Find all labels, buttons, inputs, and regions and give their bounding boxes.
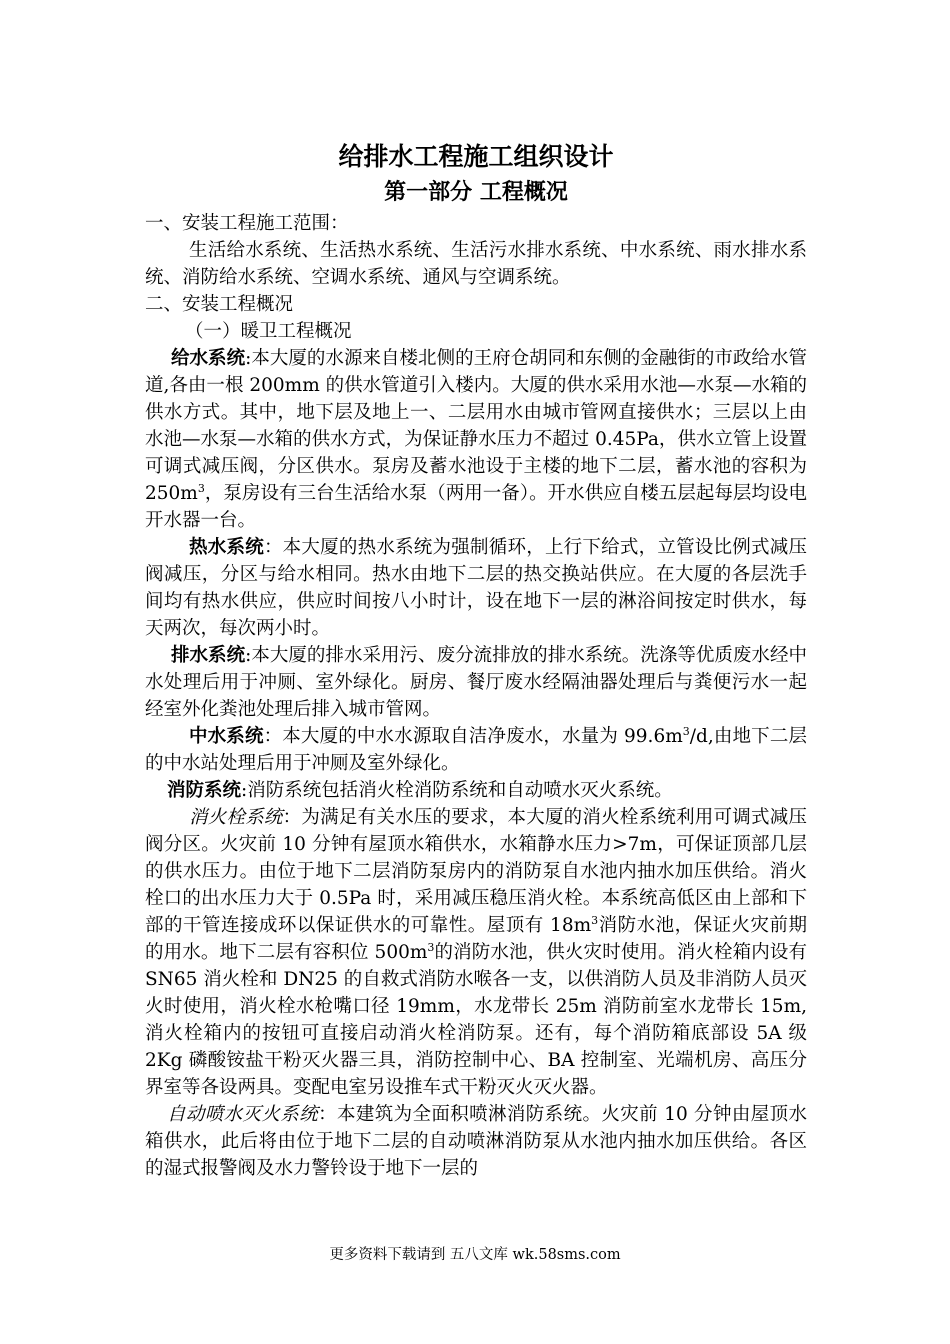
hot-water-text: ：本大厦的热水系统为强制循环，上行下给式，立管设比例式减压阀减压，分区与给水相同。热水由地下二层的热交换站供应。在大厦的各层洗手间均有热水供应，供应时间按八小时计，设在地下一层的淋浴间按定时供水，每天两次，每次两小时。 [145,537,807,639]
part-title: 第一部分 工程概况 [384,179,568,205]
page-footer: 更多资料下载请到 五八文库 wk.58sms.com [329,1247,621,1263]
hydrant-superscript-1: 3 [591,914,599,927]
reclaimed-water-text-a: ：本大厦的中水水源取自洁净废水，水量为 99.6m [263,726,683,747]
reclaimed-water-text-b: /d,由地下二层的中水站处理后用于冲厕及室外绿化。 [145,726,807,774]
hot-water-paragraph [145,534,807,642]
section-2-heading: 二、安装工程概况 [145,294,294,315]
fire-paragraph [145,777,807,804]
water-supply-label: 给水系统 [171,348,246,369]
sprinkler-paragraph [145,1101,807,1182]
hydrant-text-a: ：为满足有关水压的要求，本大厦的消火栓系统利用可调式减压阀分区。火灾前 10 分钟有屋顶水箱供水，水箱静水压力>7m，可保证顶部几层的供水压力。由位于地下二层消防泵房内的消防泵自水池内抽水加压供给。消火栓口的出水压力大于 0.5Pa 时，采用减压稳压消火栓。本系统高低区由上部和下部的干管连接成环以保证供水的可靠性。屋顶有 18m [145,807,807,936]
water-supply-text-a: :本大厦的水源来自楼北侧的王府仓胡同和东侧的金融街的市政给水管道,各由一根 200mm 的供水管道引入楼内。大厦的供水采用水池—水泵—水箱的供水方式。其中，地下层及地上一、二层用水由城市管网直接供水；三层以上由水池—水泵—水箱的供水方式，为保证静水压力不超过 0.45Pa，供水立管上设置可调式减压阀，分区供水。泵房及蓄水池设于主楼的地下二层，蓄水池的容积为 250m [145,348,807,504]
section-1-body: 生活给水系统、生活热水系统、生活污水排水系统、中水系统、雨水排水系统、消防给水系统、空调水系统、通风与空调系统。 [145,240,807,288]
hydrant-paragraph [145,804,807,1101]
reclaimed-water-superscript: 3 [682,725,690,738]
hydrant-label: 消火栓系统 [189,807,283,828]
section-1-heading: 一、安装工程施工范围： [145,213,349,234]
sprinkler-label: 自动喷水灭火系统 [167,1104,319,1125]
drainage-paragraph [145,642,807,723]
hydrant-superscript-2: 3 [427,941,435,954]
reclaimed-water-paragraph [145,723,807,777]
water-supply-paragraph [145,345,807,534]
hydrant-text-c: 的消防水池，供火灾时使用。消火栓箱内设有 SN65 消火栓和 DN25 的自救式消防水喉各一支，以供消防人员及非消防人员灭火时使用，消火栓水枪嘴口径 19mm，水龙带长 25m 消防前室水龙带长 15m,消火栓箱内的按钮可直接启动消火栓消防泵。还有，每个消防箱底部设 5A 级 2Kg 磷酸铵盐干粉灭火器三具，消防控制中心、BA 控制室、光端机房、高压分界室等各设两具。变配电室另设推车式干粉灭火灭火器。 [145,942,807,1098]
water-supply-text-b: ，泵房设有三台生活给水泵（两用一备）。开水供应自楼五层起每层均设电开水器一台。 [145,483,807,531]
sprinkler-text: ：本建筑为全面积喷淋消防系统。火灾前 10 分钟由屋顶水箱供水，此后将由位于地下二层的自动喷淋消防泵从水池内抽水加压供给。各区的湿式报警阀及水力警铃设于地下一层的 [145,1104,807,1179]
hot-water-label: 热水系统 [189,537,264,558]
drainage-text: :本大厦的排水采用污、废分流排放的排水系统。洗涤等优质废水经中水处理后用于冲厕、室外绿化。厨房、餐厅废水经隔油器处理后与粪便污水一起经室外化粪池处理后排入城市管网。 [145,645,807,720]
reclaimed-water-label: 中水系统 [189,726,264,747]
document-title: 给排水工程施工组织设计 [338,142,614,171]
drainage-label: 排水系统 [171,645,246,666]
fire-label: 消防系统 [167,780,242,801]
section-2-subheading: （一）暖卫工程概况 [185,321,352,342]
document-page [145,140,807,1182]
fire-text: :消防系统包括消火栓消防系统和自动喷水灭火系统。 [241,780,673,801]
hydrant-text-b: 消防水池，保证火灾前期的用水。地下二层有容积位 500m [145,915,807,963]
water-supply-superscript: 3 [197,482,205,495]
